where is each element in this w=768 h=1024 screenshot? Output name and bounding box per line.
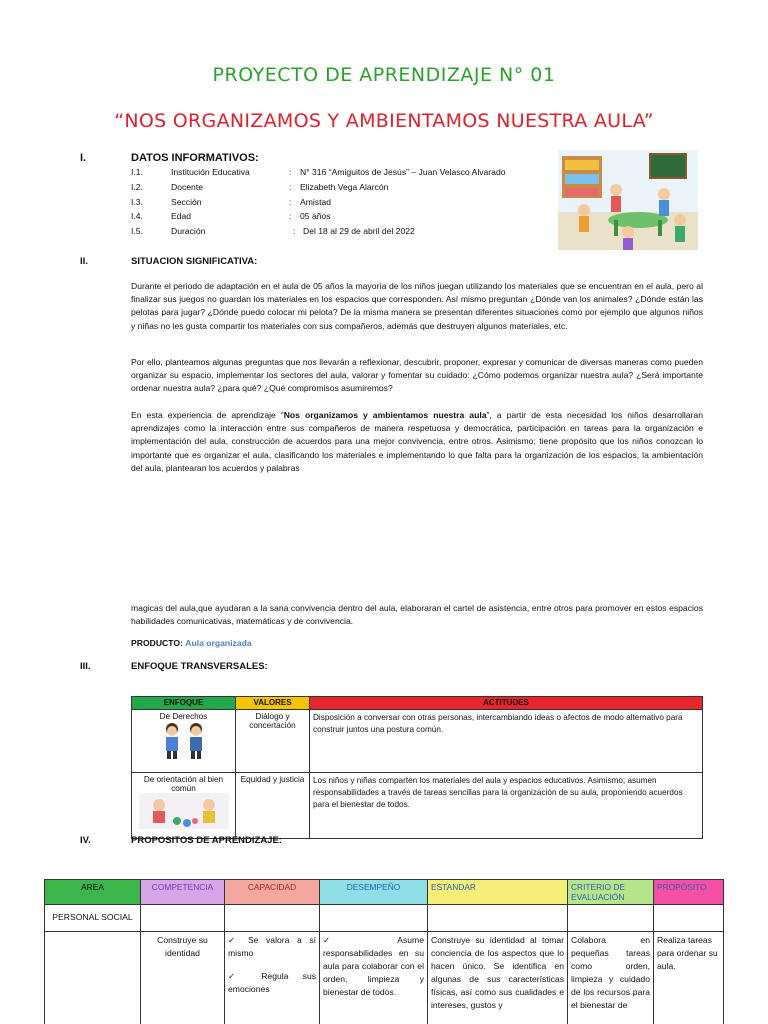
- enfoque-label: De orientación al bien común: [143, 775, 224, 793]
- table-row: [45, 932, 724, 1024]
- header-area: AREA: [45, 880, 141, 905]
- desempeno-text: Asume responsabilidades en su aula para colaborar con el orden, limpieza y bienestar de todos.: [323, 935, 424, 997]
- empty-cell: [320, 905, 428, 932]
- situation-paragraph-3: [131, 409, 703, 475]
- info-value: N° 316 “Amiguitos de Jesús” – Juan Velasco Alvarado: [300, 167, 506, 177]
- info-label: Sección: [171, 197, 202, 207]
- info-colon: :: [289, 167, 292, 177]
- table-row: [45, 905, 724, 932]
- actitudes-cell: Disposición a conversar con otras personas, intercambiando ideas o afectos de modo alternativo para construir juntos una postura común.: [310, 710, 703, 773]
- check-icon: ✓: [228, 935, 241, 945]
- header-valores: VALORES: [236, 697, 310, 710]
- info-num: I.1.: [131, 167, 143, 177]
- empty-cell: [141, 905, 225, 932]
- section-3-number: III.: [80, 661, 91, 672]
- header-desempeno: DESEMPEÑO: [320, 880, 428, 905]
- header-capacidad: CAPACIDAD: [225, 880, 320, 905]
- info-value: Amistad: [300, 197, 332, 207]
- info-row: [131, 211, 561, 225]
- info-value: 05 años: [300, 211, 331, 221]
- situation-paragraph-1: Durante el periodo de adaptación en el aula de 05 años la mayoría de los niños juegan utilizando los materiales que se encuentran en el aula, pero al finalizar sus juegos no guardan los materiales en los espacios que corresponden. Así mismo preguntan ¿Dónde van los animales? ¿Dónde están las pelotas para jugar? ¿Dónde puedo colocar mi pelota? De la misma manera se presentan diferentes situaciones como por ejemplo que algunos niños y niñas no les gusta compartir los materiales con sus compañeros, además que destruyen algunos materiales, etc.: [131, 281, 703, 331]
- info-colon: :: [289, 211, 292, 221]
- section-2-title: SITUACION SIGNIFICATIVA:: [131, 256, 258, 267]
- p3-project-name: Nos organizamos y ambientamos nuestra aula: [283, 410, 487, 420]
- section-2-number: II.: [80, 256, 88, 267]
- section-3-title: ENFOQUE TRANSVERSALES:: [131, 661, 268, 672]
- header-actitudes: ACTITUDES: [310, 697, 703, 710]
- info-colon: :: [293, 226, 296, 236]
- info-num: I.2.: [131, 182, 143, 192]
- children-illustration: [156, 721, 212, 761]
- valores-cell: Equidad y justicia: [236, 773, 310, 839]
- enfoque-cell: [132, 773, 236, 839]
- product-label: PRODUCTO:: [131, 638, 183, 648]
- classroom-illustration: [558, 150, 698, 250]
- info-colon: :: [289, 182, 292, 192]
- empty-cell: [654, 905, 724, 932]
- spacer: [228, 960, 316, 970]
- enfoque-cell: [132, 710, 236, 773]
- info-row: [131, 167, 561, 181]
- capacidad-cell: [225, 932, 320, 1024]
- info-row: [131, 182, 561, 196]
- section-1-number: I.: [80, 152, 87, 164]
- table-header-row: [45, 880, 724, 905]
- header-estandar: ESTANDAR: [428, 880, 568, 905]
- header-enfoque: ENFOQUE: [132, 697, 236, 710]
- product-value: Aula organizada: [185, 638, 252, 648]
- desempeno-cell: [320, 932, 428, 1024]
- info-label: Edad: [171, 211, 192, 221]
- info-label: Duración: [171, 226, 206, 236]
- p3-text-after: ”, a partir de esta necesidad los niños desarrollaran aprendizajes como la interacción entre sus compañeros de manera respetuosa y democrática, participación en tareas para la organización e implementación del aula, construcción de acuerdos para una mejor convivencia, entre otros. Asimismo; tiene propósito que los niños conozcan lo importante que es organizar el aula, clasificando los materiales e implementando lo que falta para la organización de los espacios, la ambientación del aula, plantearan los acuerdos y palabras: [131, 410, 703, 473]
- area-cell: PERSONAL SOCIAL: [45, 905, 141, 932]
- project-subtitle: “NOS ORGANIZAMOS Y AMBIENTAMOS NUESTRA AULA”: [114, 110, 654, 132]
- enfoque-label: De Derechos: [159, 712, 208, 721]
- situation-paragraph-4: magicas del aula,que ayudaran a la sana convivencia dentro del aula, elaboraran el cartel de asistencia, entre otros para promover en estos espacios habilidades comunicativas, matemáticas y de convivencia.: [131, 603, 703, 627]
- info-num: I.3.: [131, 197, 143, 207]
- empty-cell: [568, 905, 654, 932]
- table-row: [132, 710, 703, 773]
- sharing-illustration: [139, 793, 229, 829]
- header-proposito: PROPÓSITO: [654, 880, 724, 905]
- empty-cell: [225, 905, 320, 932]
- section-4-number: IV.: [80, 835, 91, 846]
- competencia-cell: Construye su identidad: [141, 932, 225, 1024]
- header-competencia: COMPETENCIA: [141, 880, 225, 905]
- situation-paragraph-2: Por ello, planteamos algunas preguntas que nos llevarán a reflexionar, descubrir, proponer, expresar y comunicar de diversas maneras como pueden organizar su espacio, implementar los sectores del aula, valorar y fomentar su cuidado: ¿Cómo podemos organizar nuestra aula? ¿Será importante ordenar nuestra aula? ¿para qué? ¿Qué compromisos asumiremos?: [131, 357, 703, 394]
- area-cell-empty: [45, 932, 141, 1024]
- project-title: PROYECTO DE APRENDIZAJE N° 01: [212, 64, 556, 86]
- actitudes-cell: Los niños y niñas comparten los materiales del aula y espacios educativos. Asimismo; asumen responsabilidades a través de tareas sencillas para la organización de su aula, proponiendo acuerdos para el bienestar de todos.: [310, 773, 703, 839]
- info-colon: :: [289, 197, 292, 207]
- check-icon: ✓: [323, 935, 363, 945]
- info-label: Docente: [171, 182, 204, 192]
- info-value: Elizabeth Vega Alarcón: [300, 182, 389, 192]
- info-num: I.4.: [131, 211, 143, 221]
- header-criterio: CRITERIO DE EVALUACIÓN: [568, 880, 654, 905]
- transversal-approaches-table: [131, 696, 703, 839]
- info-row: [131, 226, 561, 240]
- estandar-cell: Construye su identidad al tomar conciencia de los aspectos que lo hacen único. Se identifica en algunas de sus características físicas, así como sus cualidades e intereses, gustos y: [428, 932, 568, 1024]
- p3-text-before: En esta experiencia de aprendizaje “: [131, 410, 284, 420]
- info-num: I.5.: [131, 226, 143, 236]
- section-1-title: DATOS INFORMATIVOS:: [131, 152, 259, 164]
- info-value: Del 18 al 29 de abril del 2022: [303, 226, 415, 236]
- table-row: [132, 773, 703, 839]
- capacidad-item: Se valora a sí mismo: [228, 935, 316, 958]
- empty-cell: [428, 905, 568, 932]
- learning-purposes-table: [44, 879, 724, 1024]
- check-icon: ✓: [228, 971, 248, 981]
- table-header-row: [132, 697, 703, 710]
- section-4-title: PROPOSITOS DE APRENDIZAJE:: [131, 835, 282, 846]
- info-label: Institución Educativa: [171, 167, 250, 177]
- info-row: [131, 197, 561, 211]
- product-line: [131, 638, 252, 648]
- proposito-cell: Realiza tareas para ordenar su aula.: [654, 932, 724, 1024]
- capacidad-item: Regula sus emociones: [228, 971, 317, 994]
- valores-cell: Diálogo y concertación: [236, 710, 310, 773]
- criterio-cell: Colabora en pequeñas tareas como orden, limpieza y cuidado de los recursos para el bienestar de: [568, 932, 654, 1024]
